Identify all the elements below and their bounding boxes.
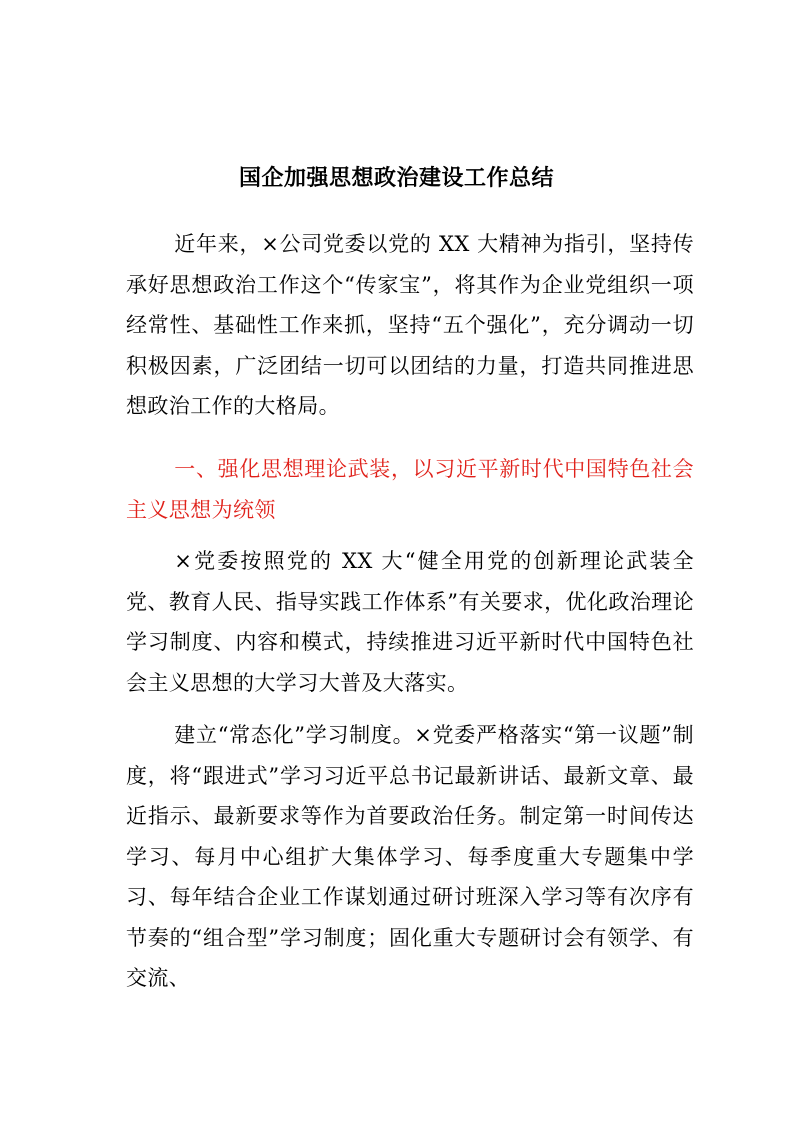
document-title: 国企加强思想政治建设工作总结 [238,166,554,191]
section-1-paragraph-1: ×党委按照党的 XX 大“健全用党的创新理论武装全党、教育人民、指导实践工作体系”有关要求，优化政治理论学习制度、内容和模式，持续推进习近平新时代中国特色社会主义思想的大学习大普及大落实。 [126,549,694,695]
section-heading-1: 一、强化思想理论武装，以习近平新时代中国特色社会主义思想为统领 [126,457,694,522]
section-1-paragraph-2: 建立“常态化”学习制度。×党委严格落实“第一议题”制度，将“跟进式”学习习近平总书记最新讲话、最新文章、最近指示、最新要求等作为首要政治任务。制定第一时间传达学习、每月中心组扩大集体学习、每季度重大专题集中学习、每年结合企业工作谋划通过研讨班深入学习等有次序有节奏的“组合型”学习制度；固化重大专题研讨会有领学、有交流、 [126,723,694,990]
intro-paragraph: 近年来，×公司党委以党的 XX 大精神为指引，坚持传承好思想政治工作这个“传家宝”，将其作为企业党组织一项经常性、基础性工作来抓，坚持“五个强化”，充分调动一切积极因素，广泛团结一切可以团结的力量，打造共同推进思想政治工作的大格局。 [126,232,694,418]
